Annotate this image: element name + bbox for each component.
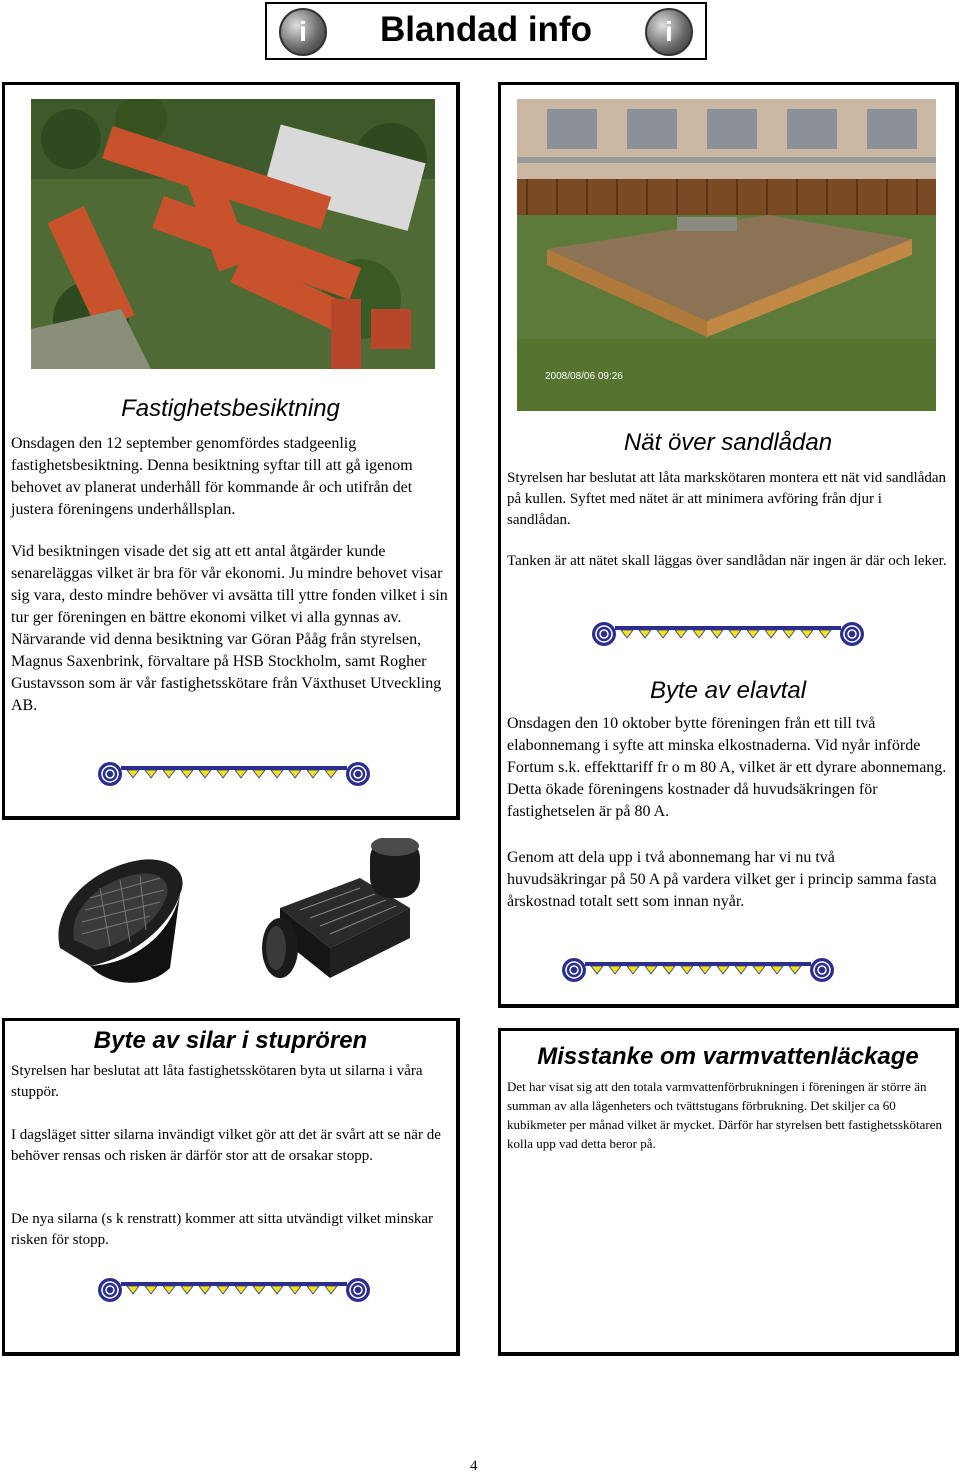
varmvatten-heading-wrap — [501, 1043, 955, 1071]
sandlada-heading-wrap — [501, 429, 955, 457]
panel-silar — [2, 1018, 460, 1356]
info-logo-right-icon: i — [645, 8, 693, 56]
sandbox-photo — [517, 99, 936, 411]
varmvatten-heading: Misstanke om varmvattenläckage — [537, 1043, 919, 1070]
silar-paragraph-1: Styrelsen har beslutat att låta fastighetsskötaren byta ut silarna i våra stupрör. — [11, 1063, 423, 1100]
panel-fastighetsbesiktning — [2, 82, 460, 820]
sandlada-heading: Nät över sandlådan — [623, 429, 833, 456]
silar-heading: Byte av silar i stuprören — [93, 1027, 368, 1054]
page-title: Blandad info — [380, 10, 592, 49]
strainer-product-photo — [30, 838, 440, 1008]
sandlada-paragraph-2: Tanken är att nätet skall läggas över sandlådan när ingen är där och leker. — [507, 553, 947, 569]
photo-timestamp: 2008/08/06 09:26 — [545, 371, 623, 382]
silar-paragraph-2: I dagsläget sitter silarna invändigt vilket gör att det är svårt att se när de behöver rensas och risken är därför stor att de orsakar stopp. — [11, 1127, 441, 1164]
sandlada-paragraph-1: Styrelsen har beslutat att låta markskötaren montera ett nät vid sandlådan på kullen. Syftet med nätet är att minimera avföring från djur i sandlådan. — [507, 470, 947, 528]
fastighet-heading: Fastighetsbesiktning — [121, 395, 340, 422]
elavtal-paragraph-2: Genom att dela upp i två abonnemang har vi nu två huvudsäkringar på 50 A på vardera vilket ger i princip samma fasta årskostnad totalt sett som innan nyår. — [507, 849, 937, 910]
varmvatten-paragraph: Det har visat sig att den totala varmvattenförbrukningen i föreningen är större än summan av alla lägenheters och tvättstugans förbrukning. Det skiljer ca 60 kubikmeter per månad vilket är mycket. Därför har styrelsen bett fastighetsskötaren kolla upp vad detta beror på. — [507, 1079, 942, 1151]
elavtal-heading-wrap — [501, 677, 955, 705]
fastighet-paragraph-1: Onsdagen den 12 september genomfördes stadgeenlig fastighetsbesiktning. Denna besiktning syftar till att gå igenom behovet av planerat underhåll för kommande år och utifrån det justera föreningens underhållsplan. — [11, 435, 413, 518]
info-logo-left-icon: i — [279, 8, 327, 56]
decorative-divider-icon — [97, 761, 371, 787]
elavtal-paragraph-1: Onsdagen den 10 oktober bytte föreningen från ett till två elabonnemang i syfte att minska elkostnaderna. Vid nyår införde Fortum s.k. effekttariff fr o m 80 A, vilket är ett dyrare abonnemang. Detta ökade föreningens kostnader då huvudsäkringen för fastighetselen är på 80 A. — [507, 715, 947, 820]
decorative-divider-icon — [591, 621, 865, 647]
silar-paragraph-3: De nya silarna (s k renstratt) kommer att sitta utvändigt vilket minskar risken för stopp. — [11, 1211, 433, 1248]
decorative-divider-icon — [561, 957, 835, 983]
silar-heading-wrap — [5, 1027, 456, 1055]
panel-varmvatten — [498, 1028, 959, 1356]
page-number: 4 — [470, 1458, 478, 1474]
fastighet-paragraph-2: Vid besiktningen visade det sig att ett antal åtgärder kunde senareläggas vilket är bra för vår ekonomi. Ju mindre behovet visar sig vara, desto mindre behöver vi avsätta till yttre fonden vilket i sin tur ger föreningen en bättre ekonomi vilket vi alla gynnas av. Närvarande vid denna besiktning var Göran Pååg från styrelsen, Magnus Saxenbrink, förvaltare på HSB Stockholm, samt Rogher Gustavsson som är vår fastighetsskötare från Växthuset Utveckling AB. — [11, 543, 448, 714]
aerial-photo — [31, 99, 435, 369]
decorative-divider-icon — [97, 1277, 371, 1303]
panel-sandlada-elavtal — [498, 82, 959, 1008]
header-box — [265, 2, 707, 60]
fastighet-heading-wrap — [5, 395, 456, 423]
elavtal-heading: Byte av elavtal — [649, 677, 807, 704]
